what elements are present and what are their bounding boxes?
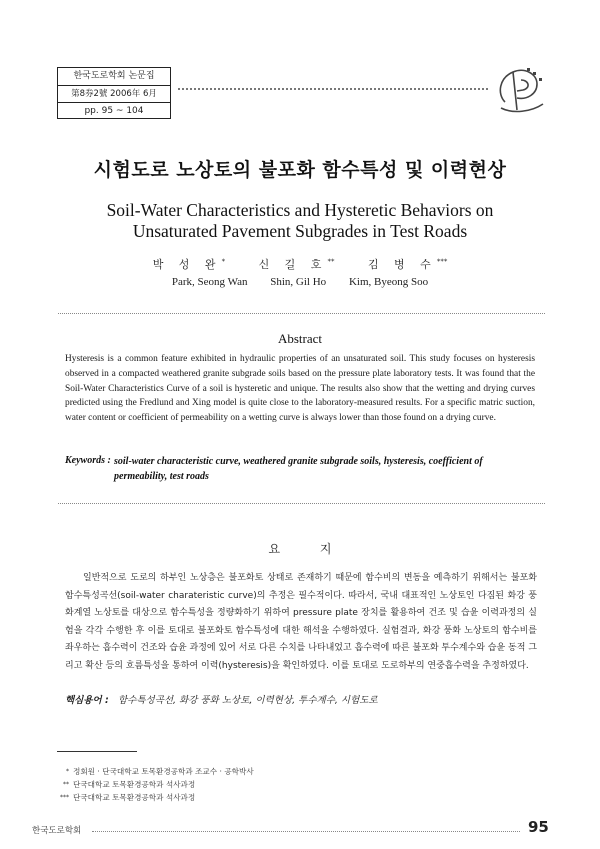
journal-volume: 第8券2號 2006年 6月 xyxy=(58,86,170,104)
header-dotted-rule xyxy=(178,88,488,90)
korean-abstract-text: 일반적으로 도로의 하부인 노상층은 불포화토 상태로 존재하기 때문에 함수비의 변동을 예측하기 위해서는 불포화 함수특성곡선(soil-water charateristic curve)의 추정은 필수적이다. 따라서, 국내 대표적인 노상토인 다짐된 화강 풍화계열 노상토를 대상으로 함수특성을 정량화하기 위하여 pressure plate 장치를 활용하여 건조 및 습윤 이력과정의 실험을 각각 수행한 후 이를 토대로 불포화토 함수특성에 대한 해석을 수행하였다. 실험결과, 화강 풍화 노상토의 함수비를 좌우하는 흡수력이 건조와 습윤 과정에 있어 서로 다른 수치를 나타내었고 흡수력에 따른 불포화 투수계수와 습윤 동적 그리고 확산 등의 흐름특성을 통하여 이력(hysteresis)을 확인하였다. 이를 토대로 도로하부의 연중흡수력을 추정하였다. xyxy=(65,573,537,671)
divider-top xyxy=(58,313,545,314)
footnote-2: ** 단국대학교 토목환경공학과 석사과정 xyxy=(63,780,196,789)
footer-society: 한국도로학회 xyxy=(32,826,82,836)
journal-info-box xyxy=(57,67,171,119)
author-english-2: Shin, Gil Ho xyxy=(270,276,327,288)
footnote-3: *** 단국대학교 토목환경공학과 석사과정 xyxy=(60,793,196,802)
english-authors xyxy=(0,276,600,288)
journal-logo-icon xyxy=(493,64,549,116)
english-title-line-1: Soil-Water Characteristics and Hysteretic Behaviors on xyxy=(106,200,494,220)
keywords-label: Keywords : xyxy=(65,455,111,466)
journal-name: 한국도로학회 논문집 xyxy=(58,68,170,86)
abstract-text: Hysteresis is a common feature exhibited in hydraulic properties of an unsaturated soil. This study focuses on hysteresis observed in a compacted weathered granite subgrade soils based on the pressure plate laboratory tests. It was found that the Soil-Water Characteristics Curve of a soil is hysteretic and unique. The results also show that the wetting and drying curves predicted using the Fredlund and Xing model is quite close to the laboratory-measured results. For a specific matric suction, water content or coefficient of permeability on a wetting curve is always lower than those found on a drying curve. xyxy=(65,354,535,424)
korean-abstract-heading: 요 지 xyxy=(268,542,350,556)
english-title xyxy=(0,200,600,242)
korean-keywords-text: 함수특성곡선, 화강 풍화 노상토, 이력현상, 투수계수, 시험도로 xyxy=(118,695,378,706)
author-korean-3: 김 병 수*** xyxy=(367,257,448,271)
keywords-text: soil-water characteristic curve, weathered granite subgrade soils, hysteresis, coefficient of permeability, test roads xyxy=(114,456,483,482)
page-number: 95 xyxy=(528,818,549,836)
english-title-line-2: Unsaturated Pavement Subgrades in Test Roads xyxy=(132,221,468,241)
divider-bottom xyxy=(58,503,545,504)
korean-authors xyxy=(0,256,600,272)
footnote-1: * 정회원 · 단국대학교 토목환경공학과 조교수 · 공학박사 xyxy=(66,767,254,776)
author-english-3: Kim, Byeong Soo xyxy=(348,276,429,288)
author-korean-2: 신 길 호** xyxy=(258,257,335,271)
author-korean-1: 박 성 완* xyxy=(152,257,226,271)
journal-pages: pp. 95 ~ 104 xyxy=(84,106,144,116)
footnote-rule xyxy=(57,751,137,752)
author-english-1: Park, Seong Wan xyxy=(171,276,248,288)
footer-dotted-rule xyxy=(92,831,520,832)
korean-title: 시험도로 노상토의 불포화 함수특성 및 이력현상 xyxy=(93,159,507,181)
korean-keywords-label: 핵심용어 : xyxy=(65,695,109,706)
abstract-heading: Abstract xyxy=(277,331,323,346)
